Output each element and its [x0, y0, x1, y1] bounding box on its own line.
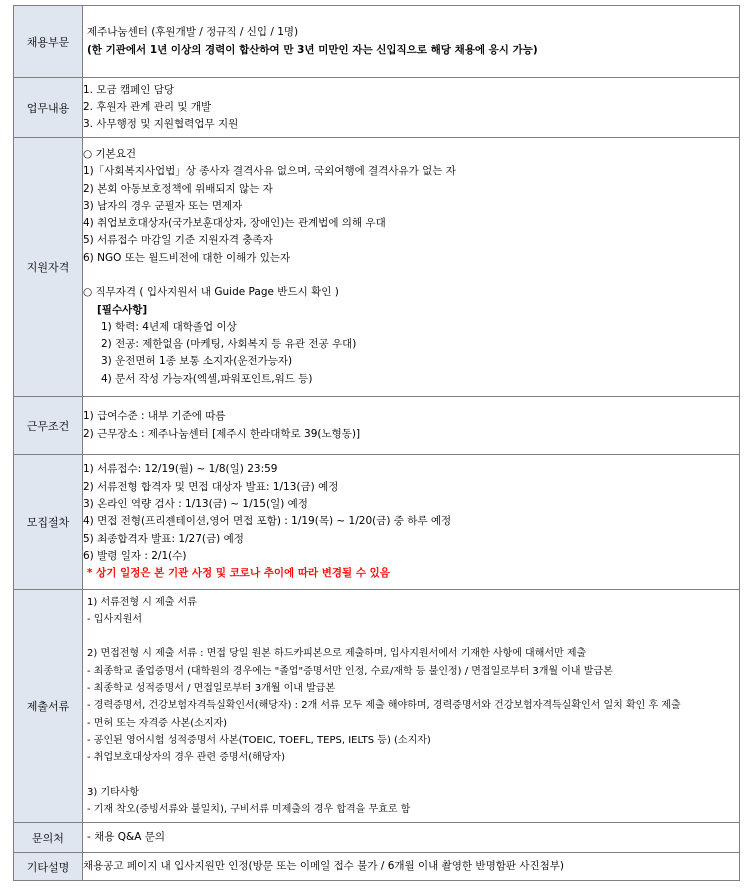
text-line: 1. 모금 캠페인 담당: [83, 83, 175, 96]
text-line: - 면허 또는 자격증 사본(소지자): [87, 717, 228, 729]
row-content: [83, 823, 740, 853]
text-line: - 기재 착오(증빙서류와 불일치), 구비서류 미제출의 경우 합격을 무효로 함: [87, 804, 411, 816]
text-line: 3) 온라인 역량 검사 : 1/13(금) ~ 1/15(일) 예정: [83, 498, 308, 511]
text-line: 3. 사무행정 및 지원협력업무 지원: [83, 118, 239, 131]
row-content: [83, 590, 740, 823]
text-line: 3) 운전면허 1종 보통 소지자(운전가능자): [101, 355, 293, 368]
text-line: - 입사지원서: [87, 613, 143, 625]
text-line: 2) 전공: 제한없음 (마케팅, 사회복지 등 유관 전공 우대): [101, 338, 357, 351]
spacer: [83, 267, 739, 284]
text-line: 4) 취업보호대상자(국가보훈대상자, 장애인)는 관계법에 의해 우대: [83, 217, 386, 230]
text-line: - 경력증명서, 건강보험자격득실확인서(해당자) : 2개 서류 모두 제출 해야하며, 경력증명서와 건강보험자격득실확인서 일치 확인 후 제출: [87, 700, 681, 712]
text-line: 5) 최종합격자 발표: 1/27(금) 예정: [83, 532, 244, 545]
row-documents: [14, 590, 740, 823]
row-header: 업무내용: [14, 78, 83, 138]
text-line: 1)「사회복지사업법」상 종사자 결격사유 없으며, 국외여행에 결격사유가 없는 자: [83, 165, 456, 178]
text-line: - 공인된 영어시험 성적증명서 사본(TOEIC, TOEFL, TEPS, IELTS 등) (소지자): [87, 734, 431, 746]
text-line: 1) 서류접수: 12/19(월) ~ 1/8(일) 23:59: [83, 463, 278, 476]
spacer: [83, 628, 739, 645]
section-title: 1) 서류전형 시 제출 서류: [87, 596, 197, 608]
text-line: 6) NGO 또는 월드비전에 대한 이해가 있는자: [83, 251, 291, 264]
row-content: [83, 78, 740, 138]
section-title: 3) 기타사항: [87, 786, 140, 798]
subsection-title: [필수사항]: [97, 303, 148, 316]
text-line: 3) 남자의 경우 군필자 또는 면제자: [83, 199, 243, 212]
job-posting-table: [13, 5, 740, 881]
row-conditions: [14, 397, 740, 455]
section-title: 2) 면접전형 시 제출 서류 : 면접 당일 원본 하드카피본으로 제출하며, 입사지원서에서 기재한 사항에 대해서만 제출: [87, 648, 587, 660]
text-line: 제주나눔센터 (후원개발 / 정규직 / 신입 / 1명): [87, 26, 299, 39]
row-content: [83, 6, 740, 78]
row-qualifications: [14, 138, 740, 397]
row-header: 기타설명: [14, 853, 83, 881]
row-header: 채용부문: [14, 6, 83, 78]
text-line: 2. 후원자 관계 관리 및 개발: [83, 100, 212, 113]
text-line: 2) 서류전형 합격자 및 면접 대상자 발표: 1/13(금) 예정: [83, 480, 339, 493]
text-line: 4) 면접 전형(프리젠테이션,영어 면접 포함) : 1/19(목) ~ 1/20(금) 중 하루 예정: [83, 515, 452, 528]
row-department: [14, 6, 740, 78]
text-line: - 최종학교 성적증명서 / 면접일로부터 3개월 이내 발급본: [87, 683, 336, 695]
text-line: - 채용 Q&A 문의: [87, 830, 166, 843]
row-header: 지원자격: [14, 138, 83, 397]
text-line: - 취업보호대상자의 경우 관련 증명서(해당자): [87, 752, 286, 764]
text-line: 채용공고 페이지 내 입사지원만 인정(방문 또는 이메일 접수 불가 / 6개월 이내 촬영한 반명함판 사진첨부): [83, 859, 564, 872]
text-line: - 최종학교 졸업증명서 (대학원의 경우에는 "졸업"증명서만 인정, 수료/재학 등 불인정) / 면접일로부터 3개월 이내 발급본: [87, 665, 613, 677]
text-line: 6) 발령 일자 : 2/1(수): [83, 549, 187, 562]
schedule-notice: * 상기 일정은 본 기관 사정 및 코로나 추이에 따라 변경될 수 있음: [87, 567, 390, 580]
row-process: [14, 455, 740, 590]
section-title: ○ 기본요건: [83, 147, 137, 160]
row-content: [83, 853, 740, 881]
text-line: 1) 학력: 4년제 대학졸업 이상: [101, 320, 237, 333]
row-content: [83, 397, 740, 455]
row-header: 모집절차: [14, 455, 83, 590]
row-contact: [14, 823, 740, 853]
row-etc: [14, 853, 740, 881]
spacer: [83, 767, 739, 784]
row-duties: [14, 78, 740, 138]
row-header: 문의처: [14, 823, 83, 853]
row-header: 제출서류: [14, 590, 83, 823]
row-content: [83, 138, 740, 397]
row-header: 근무조건: [14, 397, 83, 455]
text-line: 1) 급여수준 : 내부 기준에 따름: [83, 410, 226, 423]
text-line: 2) 근무장소 : 제주나눔센터 [제주시 한라대학로 39(노형동)]: [83, 427, 361, 440]
text-line: 2) 본회 아동보호정책에 위배되지 않는 자: [83, 182, 273, 195]
row-content: [83, 455, 740, 590]
text-line: 4) 문서 작성 가능자(엑셀,파워포인트,워드 등): [101, 372, 313, 385]
text-line: (한 기관에서 1년 이상의 경력이 합산하여 만 3년 미만인 자는 신입직으로 해당 채용에 응시 가능): [87, 43, 538, 56]
text-line: 5) 서류접수 마감일 기준 지원자격 충족자: [83, 234, 273, 247]
section-title: ○ 직무자격 ( 입사지원서 내 Guide Page 반드시 확인 ): [83, 286, 339, 299]
